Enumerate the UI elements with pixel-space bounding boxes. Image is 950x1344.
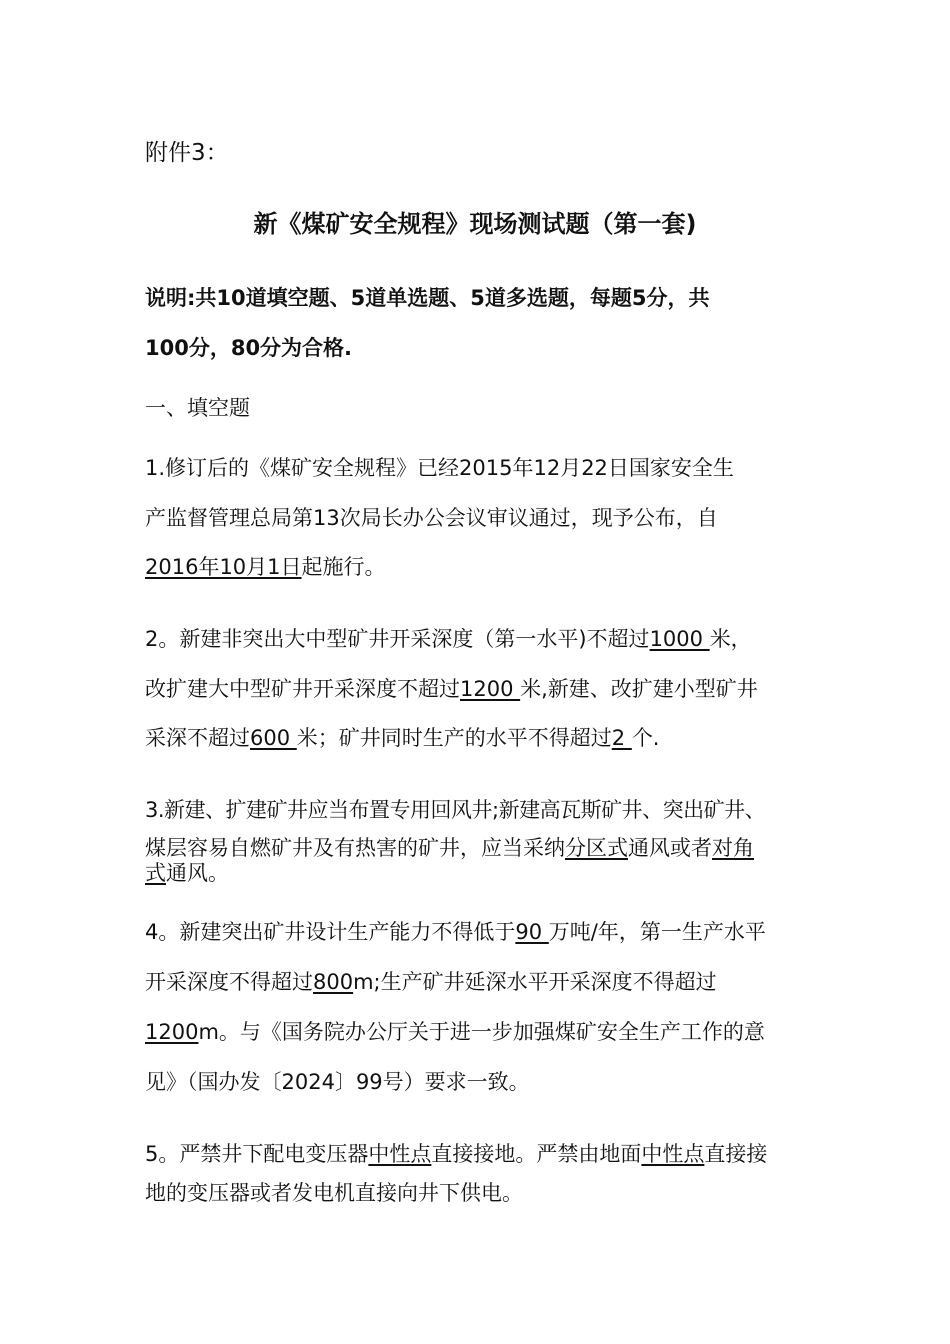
- instructions-line-2: 100分，80分为合格.: [145, 336, 353, 360]
- question-3-line-2: [145, 832, 754, 862]
- question-text: 万吨/年，第一生产水平: [548, 920, 766, 944]
- question-text: 改扩建大中型矿井开采深度不超过: [145, 677, 460, 701]
- instructions-line-1: 说明:共10道填空题、5道单选题、5道多选题，每题5分，共: [145, 286, 710, 310]
- question-text: 2。新建非突出大中型矿井开采深度（第一水平)不超过: [145, 627, 650, 651]
- question-text: 米，: [709, 627, 752, 651]
- page-title: 新《煤矿安全规程》现场测试题（第一套): [253, 210, 697, 238]
- answer-blank: 中性点: [641, 1142, 705, 1166]
- question-1-line-2: 产监督管理总局第13次局长办公会议审议通过，现予公布，自: [145, 506, 718, 530]
- answer-blank: 1000: [649, 627, 710, 651]
- question-text: 个.: [631, 726, 660, 750]
- answer-blank: 分区式: [565, 836, 628, 860]
- question-text: 通风。: [166, 861, 229, 885]
- answer-blank: 600: [250, 726, 297, 750]
- question-3-line-3: [145, 857, 229, 887]
- question-text: 4。新建突出矿井设计生产能力不得低于: [145, 920, 516, 944]
- answer-blank: 中性点: [368, 1142, 432, 1166]
- question-text: 米；矿井同时生产的水平不得超过: [296, 726, 612, 750]
- answer-blank: 式: [145, 861, 166, 885]
- question-text: m。与《国务院办公厅关于进一步加强煤矿安全生产工作的意: [198, 1020, 765, 1044]
- answer-blank: 90: [515, 920, 549, 944]
- answer-blank: 1200: [145, 1020, 199, 1044]
- question-2-line-3: [145, 722, 660, 752]
- question-text: 起施行。: [301, 555, 386, 579]
- attachment-label: 附件3：: [145, 140, 229, 166]
- question-1-line-3: [145, 551, 386, 581]
- question-text: 直接接: [704, 1142, 768, 1166]
- question-text: 通风或者: [628, 836, 712, 860]
- answer-blank: 对角: [712, 836, 754, 860]
- question-text: m;生产矿井延深水平开采深度不得超过: [353, 970, 717, 994]
- question-4-line-2: [145, 966, 717, 996]
- question-1-line-1: 1.修订后的《煤矿安全规程》已经2015年12月22日国家安全生: [145, 456, 734, 480]
- question-text: 开采深度不得超过: [145, 970, 313, 994]
- question-text: 采深不超过: [145, 726, 250, 750]
- question-text: 5。严禁井下配电变压器: [145, 1142, 369, 1166]
- answer-blank: 1200: [460, 677, 521, 701]
- answer-blank: 2016年10月1日: [145, 555, 302, 579]
- question-text: 米,新建、改扩建小型矿井: [520, 677, 758, 701]
- question-5-line-1: [145, 1138, 767, 1168]
- question-4-line-1: [145, 916, 766, 946]
- answer-blank: 2: [611, 726, 632, 750]
- question-text: 直接接地。严禁由地面: [431, 1142, 642, 1166]
- question-4-line-4: 见》（国办发〔2024〕99号）要求一致。: [145, 1070, 530, 1094]
- question-4-line-3: [145, 1016, 765, 1046]
- question-3-line-1: 3.新建、扩建矿井应当布置专用回风井;新建高瓦斯矿井、突出矿井、: [145, 798, 766, 822]
- answer-blank: 800: [313, 970, 354, 994]
- question-2-line-2: [145, 673, 758, 703]
- section-heading-fill-blank: 一、填空题: [145, 396, 250, 420]
- question-5-line-2: 地的变压器或者发电机直接向井下供电。: [145, 1181, 523, 1205]
- question-2-line-1: [145, 623, 752, 653]
- question-text: 煤层容易自燃矿井及有热害的矿井，应当采纳: [145, 836, 565, 860]
